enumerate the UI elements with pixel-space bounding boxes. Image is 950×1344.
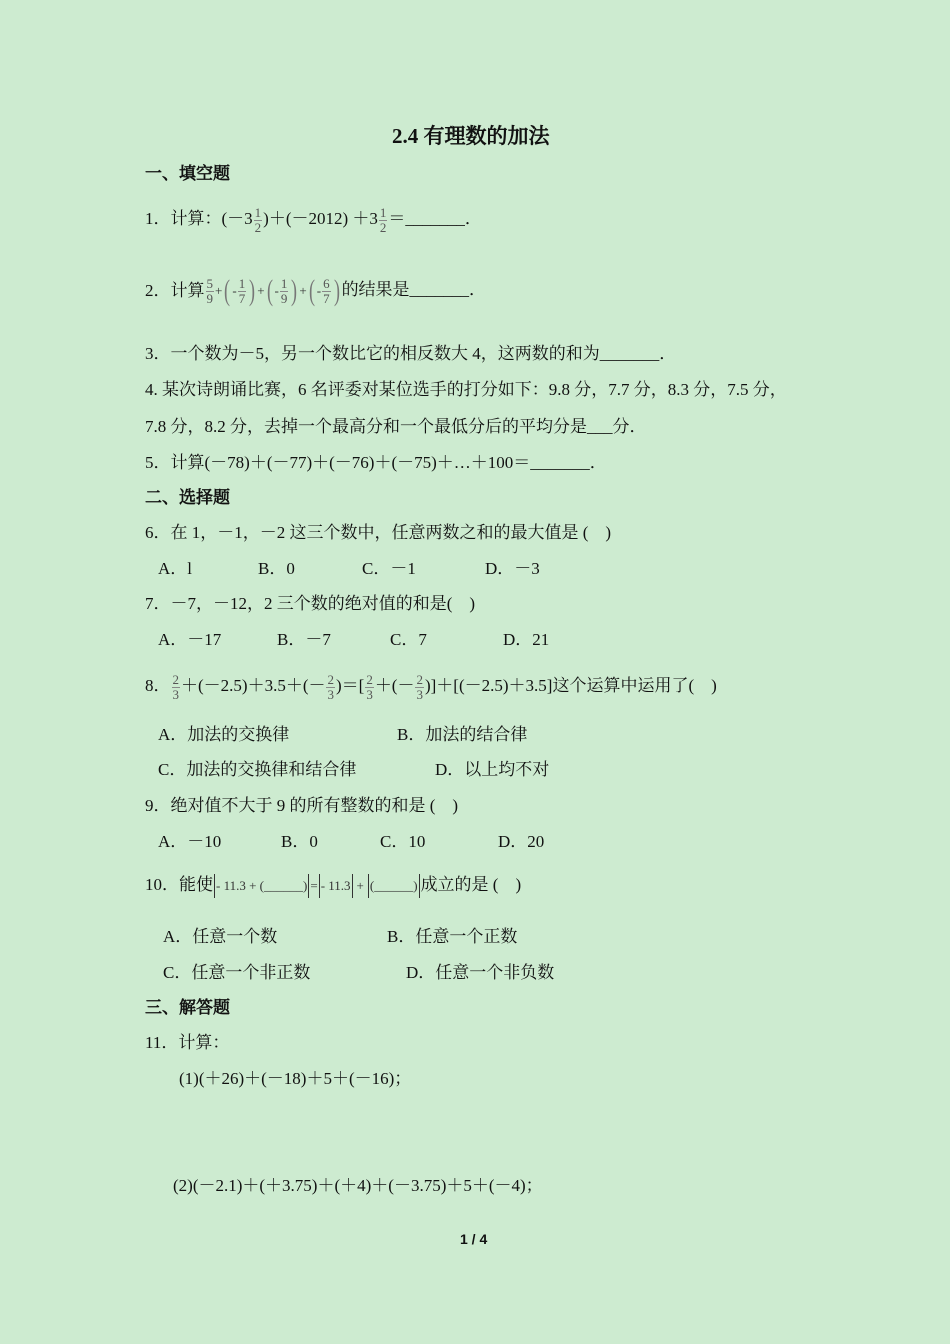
q7-option-d: D．21 <box>503 630 550 649</box>
q8-frac2-num: 2 <box>327 671 334 687</box>
section-choice-heading: 二、选择题 <box>145 488 230 507</box>
q7-option-c: C．7 <box>390 630 427 649</box>
page-number: 1 / 4 <box>460 1231 488 1247</box>
q1-fraction-2 <box>379 206 388 234</box>
question-7: 7．－7，－12，2 三个数的绝对值的和是( ) <box>145 594 476 613</box>
q8-fraction-3 <box>365 673 374 701</box>
q6-option-c: C．－1 <box>362 559 416 578</box>
q2-lparen-3: ( <box>308 274 315 308</box>
q8-frac4-den: 3 <box>416 686 423 702</box>
q10-option-c: C．任意一个非正数 <box>163 963 311 982</box>
q2-frac4-den: 7 <box>323 290 330 306</box>
q2-fraction-3 <box>280 277 289 305</box>
q2-minus-2: - <box>274 283 279 299</box>
q10-abs-bar-6 <box>419 874 420 898</box>
q1-frac1-num: 1 <box>254 204 262 220</box>
q10-option-d: D．任意一个非负数 <box>406 963 555 982</box>
q1-frac1-den: 2 <box>254 219 262 235</box>
question-6: 6．在 1，－1，－2 这三个数中，任意两数之和的最大值是 ( ) <box>145 523 612 542</box>
q8-frac4-num: 2 <box>416 671 423 687</box>
q6-option-b: B．0 <box>258 559 295 578</box>
q8-fraction-1 <box>172 673 181 701</box>
q7-option-b: B．－7 <box>277 630 331 649</box>
q8-option-c: C．加法的交换律和结合律 <box>158 760 357 779</box>
q8-text-c: )＝[ <box>335 676 365 695</box>
q2-frac4-num: 6 <box>323 275 330 291</box>
q2-frac2-num: 1 <box>238 275 246 291</box>
q10-expression-1: - 11.3 + (______) <box>216 878 308 894</box>
q2-lparen-2: ( <box>266 274 273 308</box>
q2-rparen-1: ) <box>249 274 256 308</box>
section-fill-heading: 一、填空题 <box>145 164 230 183</box>
q8-frac1-num: 2 <box>172 671 179 687</box>
q2-frac1-den: 9 <box>206 290 213 306</box>
q1-frac2-num: 1 <box>379 204 387 220</box>
q10-plus: + <box>356 878 364 894</box>
q8-fraction-4 <box>415 673 424 701</box>
q11-part-1: (1)(＋26)＋(－18)＋5＋(－16)； <box>179 1069 412 1088</box>
q8-frac3-den: 3 <box>366 686 373 702</box>
q8-option-b: B．加法的结合律 <box>397 725 528 744</box>
page-title: 2.4 有理数的加法 <box>392 124 550 148</box>
q1-text-c: ＝_______． <box>388 209 482 228</box>
q8-text-d: ＋(－ <box>374 676 415 695</box>
q8-text-e: )]＋[(－2.5)＋3.5]这个运算中运用了( ) <box>424 676 717 695</box>
q2-frac3-num: 1 <box>280 275 288 291</box>
q10-expression-3: (______) <box>369 878 418 894</box>
q2-rparen-2: ) <box>291 274 298 308</box>
q2-minus-1: - <box>232 283 237 299</box>
q8-option-d: D．以上均不对 <box>435 760 550 779</box>
q1-frac2-den: 2 <box>379 219 387 235</box>
question-10 <box>145 868 521 903</box>
question-4-line-2: 7.8 分，8.2 分，去掉一个最高分和一个最低分后的平均分是___分． <box>145 417 647 436</box>
q6-option-d: D．－3 <box>485 559 540 578</box>
q8-fraction-2 <box>326 673 335 701</box>
q10-abs-bar-4 <box>352 874 353 898</box>
q10-expression-2: - 11.3 <box>320 878 351 894</box>
q10-text-a: 10．能使 <box>145 875 213 894</box>
q2-fraction-1 <box>206 277 215 305</box>
q2-frac2-den: 7 <box>238 290 246 306</box>
q10-option-b: B．任意一个正数 <box>387 927 518 946</box>
q2-fraction-4 <box>322 277 331 305</box>
q2-text-a: 2．计算 <box>145 281 205 301</box>
q8-text-b: ＋(－2.5)＋3.5＋(－ <box>181 676 326 695</box>
q2-text-b: 的结果是_______． <box>341 280 487 299</box>
question-3: 3．一个数为－5，另一个数比它的相反数大 4，这两数的和为_______． <box>145 344 677 363</box>
q10-option-a: A．任意一个数 <box>163 927 278 946</box>
question-9: 9．绝对值不大于 9 的所有整数的和是 ( ) <box>145 796 459 815</box>
q9-option-c: C．10 <box>380 832 426 851</box>
q7-option-a: A．－17 <box>158 630 222 649</box>
q11-part-2: (2)(－2.1)＋(＋3.75)＋(＋4)＋(－3.75)＋5＋(－4)； <box>173 1176 543 1195</box>
q2-plus-3: + <box>299 283 307 299</box>
question-11: 11．计算： <box>145 1033 230 1052</box>
question-8 <box>145 666 717 706</box>
q1-text-a: 1．计算：(－3 <box>145 209 253 228</box>
q9-option-d: D．20 <box>498 832 545 851</box>
q8-frac3-num: 2 <box>366 671 373 687</box>
question-1 <box>145 200 482 238</box>
q2-plus-2: + <box>257 283 265 299</box>
q1-fraction-1 <box>254 206 263 234</box>
q2-rparen-3: ) <box>333 274 340 308</box>
q2-plus-1: + <box>215 283 223 299</box>
q10-equals: = <box>310 878 318 894</box>
q9-option-a: A．－10 <box>158 832 222 851</box>
section-answer-heading: 三、解答题 <box>145 998 230 1017</box>
q10-abs-bar-3 <box>319 874 320 898</box>
question-5: 5．计算(－78)＋(－77)＋(－76)＋(－75)＋…＋100＝_______． <box>145 453 607 472</box>
q2-frac3-den: 9 <box>280 290 288 306</box>
q2-frac1-num: 5 <box>206 275 213 291</box>
question-4-line-1: 4. 某次诗朗诵比赛，6 名评委对某位选手的打分如下：9.8 分，7.7 分，8.3 分，7.5 分， <box>145 380 787 399</box>
q10-abs-bar-5 <box>368 874 369 898</box>
q6-option-a: A．l <box>158 559 192 578</box>
q9-option-b: B．0 <box>281 832 318 851</box>
q8-text-a: 8． <box>145 676 171 695</box>
q8-frac2-den: 3 <box>327 686 334 702</box>
q2-fraction-2 <box>238 277 247 305</box>
q8-option-a: A．加法的交换律 <box>158 725 290 744</box>
q10-abs-bar-1 <box>214 874 215 898</box>
q1-text-b: )＋(－2012) ＋3 <box>263 209 378 228</box>
q10-text-b: 成立的是 ( ) <box>420 875 522 894</box>
q2-minus-3: - <box>316 283 322 299</box>
q2-lparen-1: ( <box>224 274 231 308</box>
question-2 <box>145 268 486 313</box>
q8-frac1-den: 3 <box>172 686 179 702</box>
